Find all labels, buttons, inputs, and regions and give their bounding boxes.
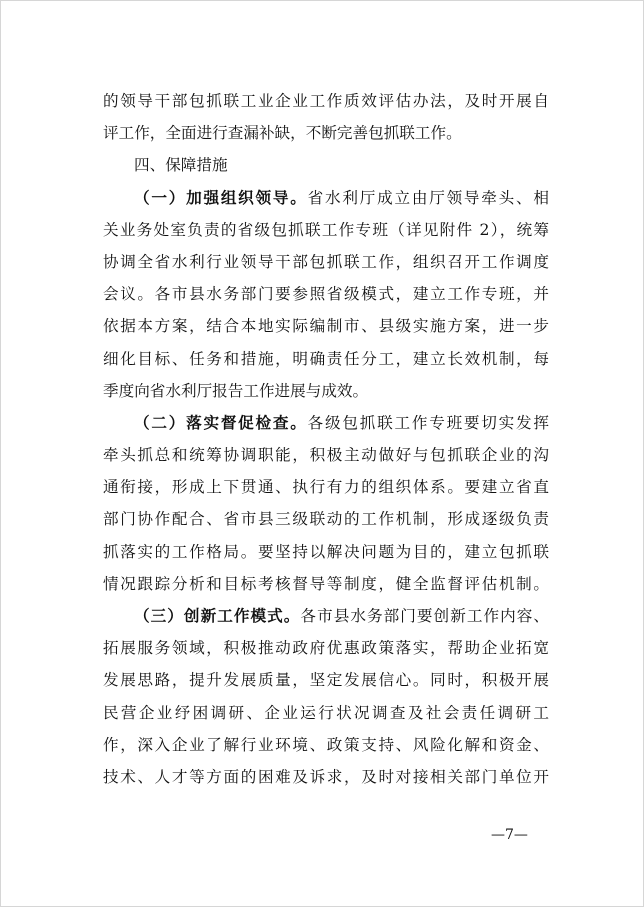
measure-1-title: （一）加强组织领导。 [134, 187, 308, 207]
measure-1-text: 省水利厅成立由厅领导牵头、相 [307, 188, 549, 207]
body-line: 情况跟踪分析和目标考核督导等制度，健全监督评估机制。 [103, 574, 549, 593]
body-line: 部门协作配合、省市县三级联动的工作机制，形成逐级负责 [103, 510, 549, 529]
body-line: 的领导干部包抓联工业企业工作质效评估办法，及时开展自 [103, 92, 549, 110]
body-line: 关业务处室负责的省级包抓联工作专班（详见附件 2），统筹 [103, 220, 549, 239]
measure-3-title: （三）创新工作模式。 [134, 606, 301, 625]
body-line: 技术、人才等方面的困难及诉求，及时对接相关部门单位开 [103, 767, 549, 786]
document-body [103, 85, 549, 793]
body-line: 评工作，全面进行查漏补缺，不断完善包抓联工作。 [103, 124, 462, 143]
measure-2-text: 各级包抓联工作专班要切实发挥 [307, 413, 549, 432]
body-line: 季度向省水利厅报告工作进展与成效。 [103, 381, 369, 400]
measure-2-title: （二）落实督促检查。 [134, 412, 308, 432]
body-line: 细化目标、任务和措施，明确责任分工，建立长效机制，每 [103, 349, 549, 368]
body-line: 作，深入企业了解行业环境、政策支持、风险化解和资金、 [103, 735, 549, 754]
body-line: 牵头抓总和统筹协调职能，积极主动做好与包抓联企业的沟 [103, 446, 549, 465]
section-heading: 四、保障措施 [134, 156, 228, 175]
body-line: 发展思路，提升发展质量，坚定发展信心。同时，积极开展 [103, 671, 549, 690]
measure-3-first-line [103, 600, 549, 632]
body-line: 拓展服务领域，积极推动政府优惠政策落实，帮助企业拓宽 [103, 639, 549, 658]
measure-1-first-line [103, 182, 549, 214]
body-line: 抓落实的工作格局。要坚持以解决问题为目的，建立包抓联 [103, 542, 549, 561]
body-line: 协调全省水利行业领导干部包抓联工作，组织召开工作调度 [103, 252, 549, 271]
body-line: 依据本方案，结合本地实际编制市、县级实施方案，进一步 [103, 317, 549, 336]
measure-3-text: 各市县水务部门要创新工作内容、 [300, 607, 549, 625]
body-line: 民营企业纾困调研、企业运行状况调查及社会责任调研工 [103, 703, 549, 722]
body-line: 通衔接，形成上下贯通、执行有力的组织体系。要建立省直 [103, 478, 549, 497]
page-number: —7— [491, 827, 528, 843]
measure-2-first-line [103, 407, 549, 439]
body-line: 会议。各市县水务部门要参照省级模式，建立工作专班，并 [103, 285, 549, 304]
